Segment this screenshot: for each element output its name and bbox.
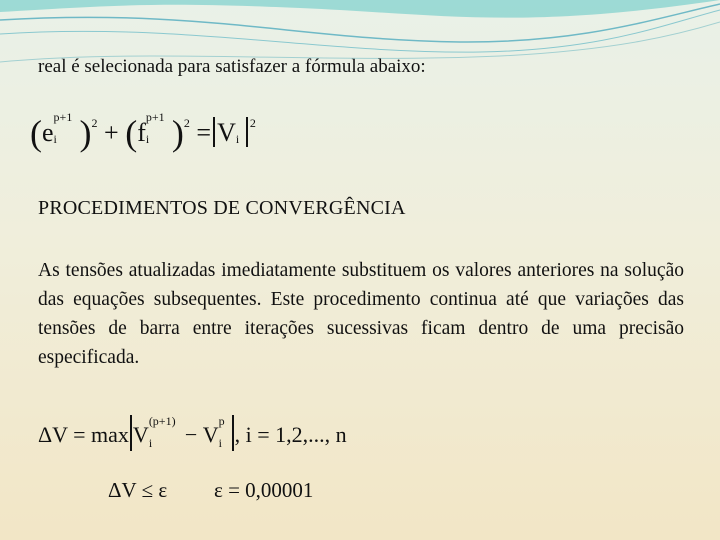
delta-v-equation: ΔV = max V (p+1) i − V p i , i = 1,2,..., n [38,414,347,450]
convergence-paragraph: As tensões atualizadas imediatamente substituem os valores anteriores na solução das equações subsequentes. Este procedimento continua até que variações das tensões de barra entre iterações sucessivas ficam dentro de uma precisão especificada. [38,260,684,368]
section-heading: PROCEDIMENTOS DE CONVERGÊNCIA [38,197,406,219]
intro-text: real é selecionada para satisfazer a fórmula abaixo: [38,56,426,77]
delta-v-condition: ΔV ≤ ε [108,478,168,502]
power-equation: (e p+1 i )$^2$ + (f p+1 i )$^2$ = V i $^2$ [30,110,256,153]
epsilon-value: ε = 0,00001 [214,478,314,502]
